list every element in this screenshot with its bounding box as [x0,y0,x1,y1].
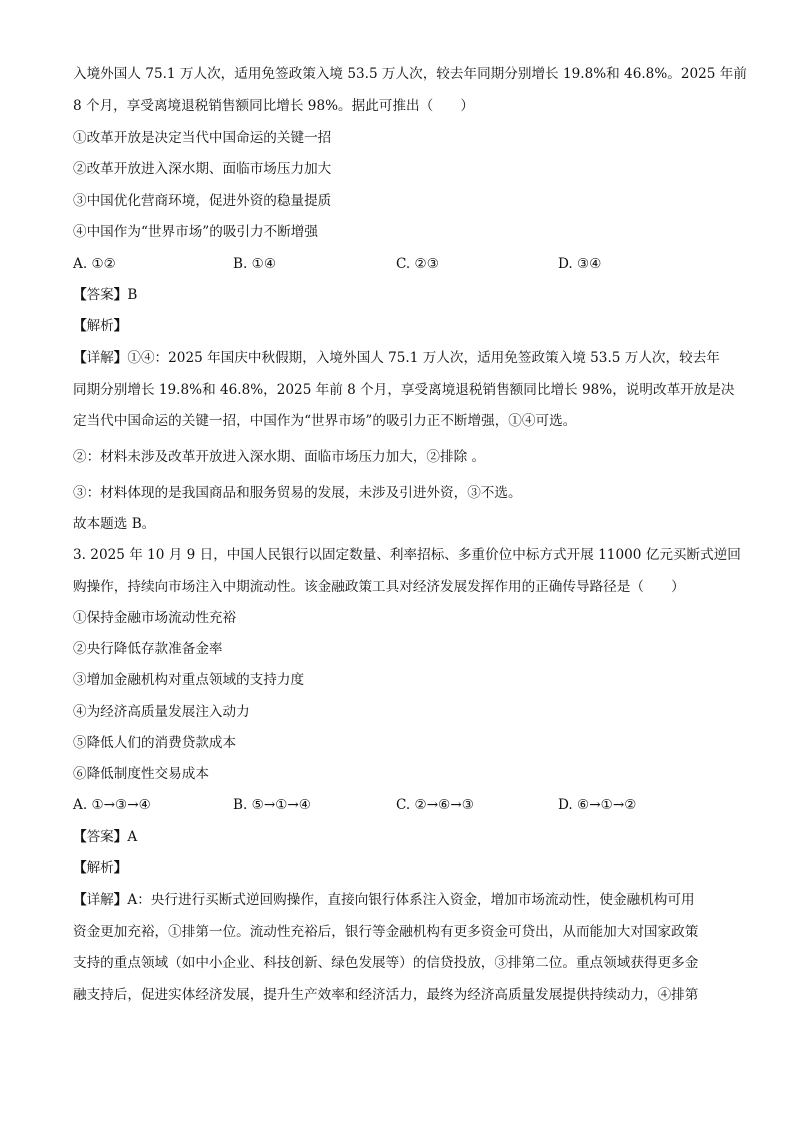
question-3-option-4: ④为经济高质量发展注入动力 [73,704,250,720]
question-3-detail-line-2: 资金更加充裕，①排第一位。流动性充裕后，银行等金融机构有更多资金可贷出，从而能加大对国家政策 [73,924,699,940]
question-3-option-5: ⑤降低人们的消费贷款成本 [73,735,237,751]
left-bracket: 【 [73,860,87,876]
left-bracket: 【 [73,892,87,908]
question-2-note-3: ③：材料体现的是我国商品和服务贸易的发展，未涉及引进外资，③不选。 [73,485,522,501]
choice-b: B. ①④ [233,256,277,272]
left-bracket: 【 [73,829,87,845]
left-bracket: 【 [73,287,87,303]
choice-a: A. ①→③→④ [73,797,151,813]
question-2-stem-line-1: 入境外国人 75.1 万人次，适用免签政策入境 53.5 万人次，较去年同期分别增长 19.8%和 46.8%。2025 年前 [73,66,747,82]
analysis-label: 解析 [86,318,114,334]
question-3-stem-line-1: 3. 2025 年 10 月 9 日，中国人民银行以固定数量、利率招标、多重价位中标方式开展 11000 亿元买断式逆回 [73,547,741,563]
choice-c: C. ②③ [396,256,439,272]
question-2-option-1: ①改革开放是决定当代中国命运的关键一招 [73,130,332,146]
question-2-stem-line-2: 8 个月，享受离境退税销售额同比增长 98%。据此可推出（ ） [73,98,474,114]
detail-text: A：央行进行买断式逆回购操作，直接向银行体系注入资金，增加市场流动性，使金融机构可用 [127,892,695,908]
question-3-detail-line-4: 融支持后，促进实体经济发展，提升生产效率和经济活力，最终为经济高质量发展提供持续动力，④排第 [73,987,699,1003]
right-bracket: 】 [113,318,128,334]
analysis-label: 解析 [86,860,114,876]
detail-text: ①④：2025 年国庆中秋假期，入境外国人 75.1 万人次，适用免签政策入境 53.5 万人次，较去年 [127,350,720,366]
question-3-answer [73,828,734,846]
question-3-option-1: ①保持金融市场流动性充裕 [73,610,237,626]
question-2-detail-line-3: 定当代中国命运的关键一招，中国作为“世界市场”的吸引力正不断增强，①④可选。 [73,413,577,429]
question-2-analysis-heading [73,317,734,335]
detail-label: 详解 [86,892,114,908]
question-2-option-2: ②改革开放进入深水期、面临市场压力加大 [73,161,332,177]
question-2-conclusion: 故本题选 B。 [73,516,156,532]
choice-a: A. ①② [73,256,116,272]
left-bracket: 【 [73,318,87,334]
question-3-option-6: ⑥降低制度性交易成本 [73,766,209,782]
left-bracket: 【 [73,350,87,366]
question-3-option-3: ③增加金融机构对重点领域的支持力度 [73,672,305,688]
question-3-analysis-heading [73,859,734,877]
choice-d: D. ③④ [558,256,602,272]
question-3-choices [73,796,733,814]
answer-value: B [127,287,138,303]
question-2-option-3: ③中国优化营商环境，促进外资的稳量提质 [73,193,332,209]
right-bracket: 】 [113,829,128,845]
question-3-detail-line-1 [73,891,734,909]
right-bracket: 】 [113,287,128,303]
choice-c: C. ②→⑥→③ [396,797,474,813]
right-bracket: 】 [113,860,128,876]
question-2-choices [73,255,733,273]
answer-value: A [127,829,138,845]
answer-label: 答案 [86,287,114,303]
question-2-detail-line-1 [73,349,734,367]
choice-b: B. ⑤→①→④ [233,797,311,813]
question-2-note-2: ②：材料未涉及改革开放进入深水期、面临市场压力加大，②排除 。 [73,449,486,465]
right-bracket: 】 [113,350,128,366]
question-2-answer [73,286,734,304]
right-bracket: 】 [113,892,128,908]
question-3-detail-line-3: 支持的重点领域（如中小企业、科技创新、绿色发展等）的信贷投放，③排第二位。重点领域获得更多金 [73,955,699,971]
question-3-option-2: ②央行降低存款准备金率 [73,641,223,657]
answer-label: 答案 [86,829,114,845]
question-3-stem-line-2: 购操作，持续向市场注入中期流动性。该金融政策工具对经济发展发挥作用的正确传导路径是（ ） [73,579,685,595]
detail-label: 详解 [86,350,114,366]
question-2-detail-line-2: 同期分别增长 19.8%和 46.8%，2025 年前 8 个月，享受离境退税销售额同比增长 98%，说明改革开放是决 [73,382,735,398]
choice-d: D. ⑥→①→② [558,797,637,813]
question-2-option-4: ④中国作为“世界市场”的吸引力不断增强 [73,224,318,240]
